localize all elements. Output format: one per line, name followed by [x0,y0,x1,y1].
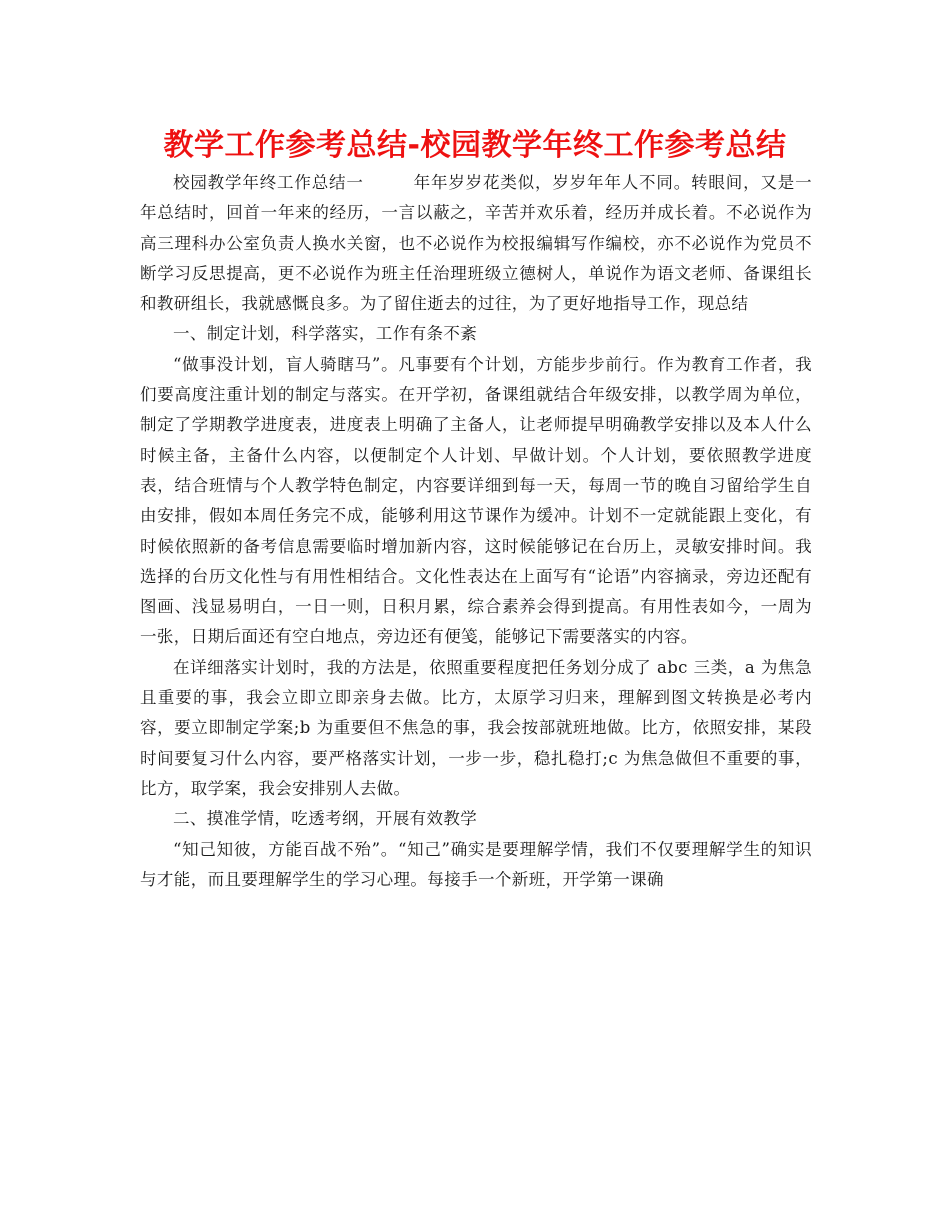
section-heading: 一、制定计划，科学落实，工作有条不紊 [173,324,478,344]
intro-paragraph [140,168,812,319]
paragraph: 在详细落实计划时，我的方法是，依照重要程度把任务划分成了 abc 三类，a 为焦急且重要的事，我会立即立即亲身去做。比方，太原学习归来，理解到图文转换是必考内容，要立即制定学案;b 为重要但不焦急的事，我会按部就班地做。比方，依照安排，某段时间要复习什么内容，要严格落实计划，一步一步，稳扎稳打;c 为焦急做但不重要的事，比方，取学案，我会安排别人去做。 [140,657,812,798]
paragraph: “知己知彼，方能百战不殆”。“知己”确实是要理解学情，我们不仅要理解学生的知识与才能，而且要理解学生的学习心理。每接手一个新班，开学第一课确 [140,839,812,889]
intro-heading: 校园教学年终工作总结一 [173,173,364,192]
section-heading: 二、摸准学情，吃透考纲，开展有效教学 [173,809,478,829]
paragraph-text: 年年岁岁花类似，岁岁年年人不同。转眼间，又是一年总结时，回首一年来的经历，一言以蔽之，辛苦并欢乐着，经历并成长着。不必说作为高三理科办公室负责人换水关窗，也不必说作为校报编辑写作编校，亦不必说作为党员不断学习反思提高，更不必说作为班主任治理班级立德树人，单说作为语文老师、备课组长和教研组长，我就感慨良多。为了留住逝去的过往，为了更好地指导工作，现总结 [140,173,812,314]
paragraph: “做事没计划，盲人骑瞎马”。凡事要有个计划，方能步步前行。作为教育工作者，我们要高度注重计划的制定与落实。在开学初，备课组就结合年级安排，以教学周为单位，制定了学期教学进度表，进度表上明确了主备人，让老师提早明确教学安排以及本人什么时候主备，主备什么内容，以便制定个人计划、早做计划。个人计划，要依照教学进度表，结合班情与个人教学特色制定，内容要详细到每一天，每周一节的晚自习留给学生自由安排，假如本周任务完不成，能够利用这节课作为缓冲。计划不一定就能跟上变化，有时候依照新的备考信息需要临时增加新内容，这时候能够记在台历上，灵敏安排时间。我选择的台历文化性与有用性相结合。文化性表达在上面写有“论语”内容摘录，旁边还配有图画、浅显易明白，一日一则，日积月累，综合素养会得到提高。有用性表如今，一周为一张，日期后面还有空白地点，旁边还有便笺，能够记下需要落实的内容。 [140,354,812,647]
document-body [140,168,812,895]
document-title: 教学工作参考总结-校园教学年终工作参考总结 [163,128,787,163]
